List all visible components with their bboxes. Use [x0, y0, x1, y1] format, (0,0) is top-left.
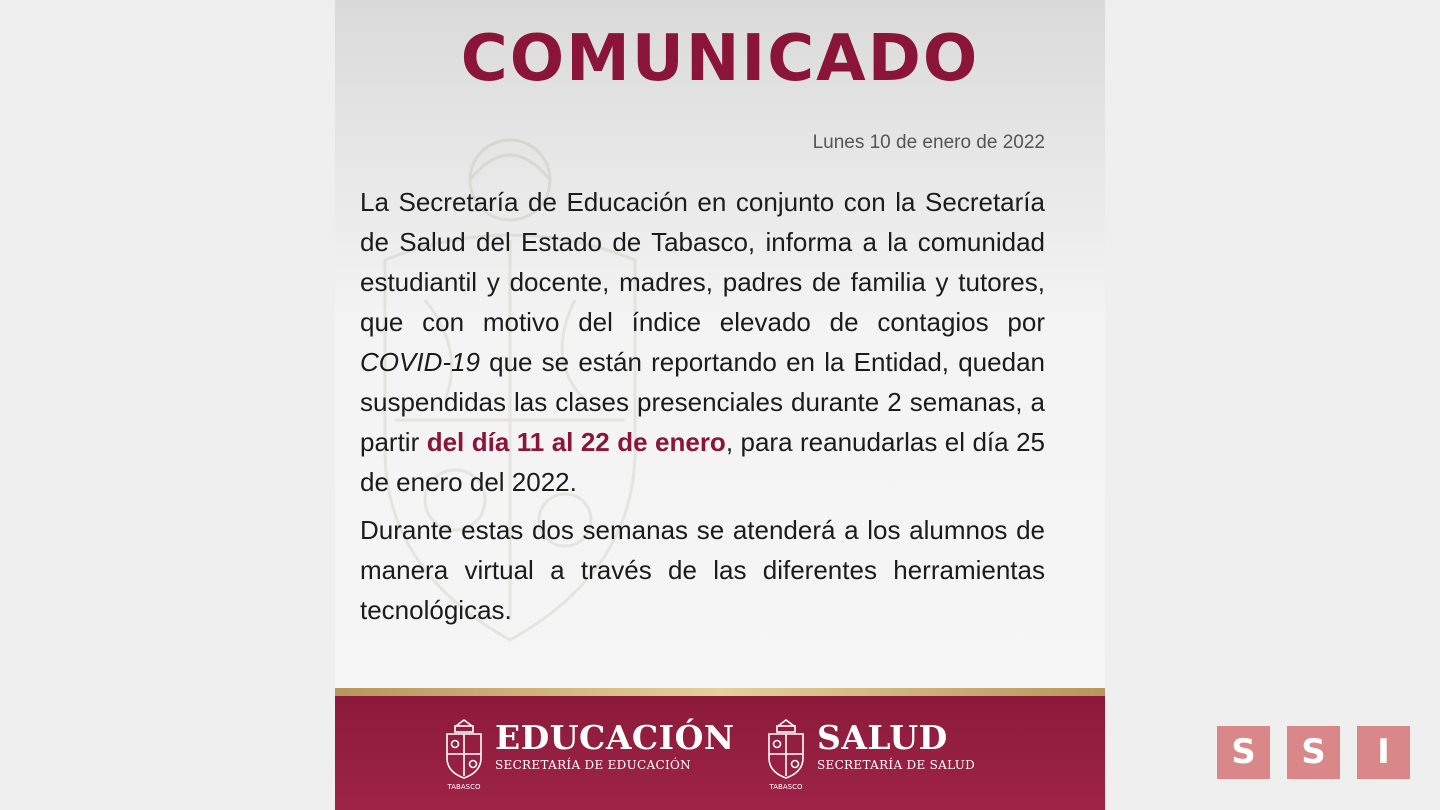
tabasco-seal-icon	[443, 718, 485, 792]
education-logo	[443, 718, 735, 792]
suspension-dates: del día 11 al 22 de enero	[426, 427, 726, 457]
tabasco-seal-icon	[765, 718, 807, 792]
health-logo-name: SALUD	[817, 718, 948, 757]
page-title: COMUNICADO	[460, 22, 980, 96]
education-logo-text	[495, 718, 735, 772]
paragraph-1	[360, 182, 1045, 502]
communique-date: Lunes 10 de enero de 2022	[812, 132, 1045, 153]
paragraph-1-text-a: La Secretaría de Educación en conjunto con la Secretaría de Salud del Estado de Tabasco, informa a la comunidad estudiantil y docente, madres, padres de familia y tutores, que con motivo del índice elevado de contagios por	[360, 187, 1045, 337]
communique-card	[335, 0, 1105, 810]
covid-term: COVID-19	[360, 347, 480, 377]
education-logo-subtitle: SECRETARÍA DE EDUCACIÓN	[495, 758, 691, 772]
ssi-badge-letter-3: I	[1357, 726, 1410, 779]
health-logo-text	[817, 718, 975, 772]
communique-body	[360, 182, 1045, 630]
paragraph-1-text-b: que se están reportando en la Entidad, quedan suspendidas las clases presenciales durante 2 semanas, a partir	[360, 347, 1045, 457]
ssi-badge-letter-2: S	[1287, 726, 1340, 779]
paragraph-1-text-c: , para reanudarlas el día 25 de enero del 2022.	[360, 427, 1045, 497]
education-logo-name: EDUCACIÓN	[495, 718, 735, 757]
gold-divider	[335, 688, 1105, 696]
seal-label: TABASCO	[769, 783, 803, 791]
seal-label: TABASCO	[447, 783, 481, 791]
footer-band	[335, 696, 1105, 810]
health-logo	[765, 718, 975, 792]
ssi-badge-letter-1: S	[1217, 726, 1270, 779]
health-logo-subtitle: SECRETARÍA DE SALUD	[817, 758, 976, 772]
paragraph-2: Durante estas dos semanas se atenderá a los alumnos de manera virtual a través de las diferentes herramientas tecnológicas.	[360, 515, 1045, 625]
